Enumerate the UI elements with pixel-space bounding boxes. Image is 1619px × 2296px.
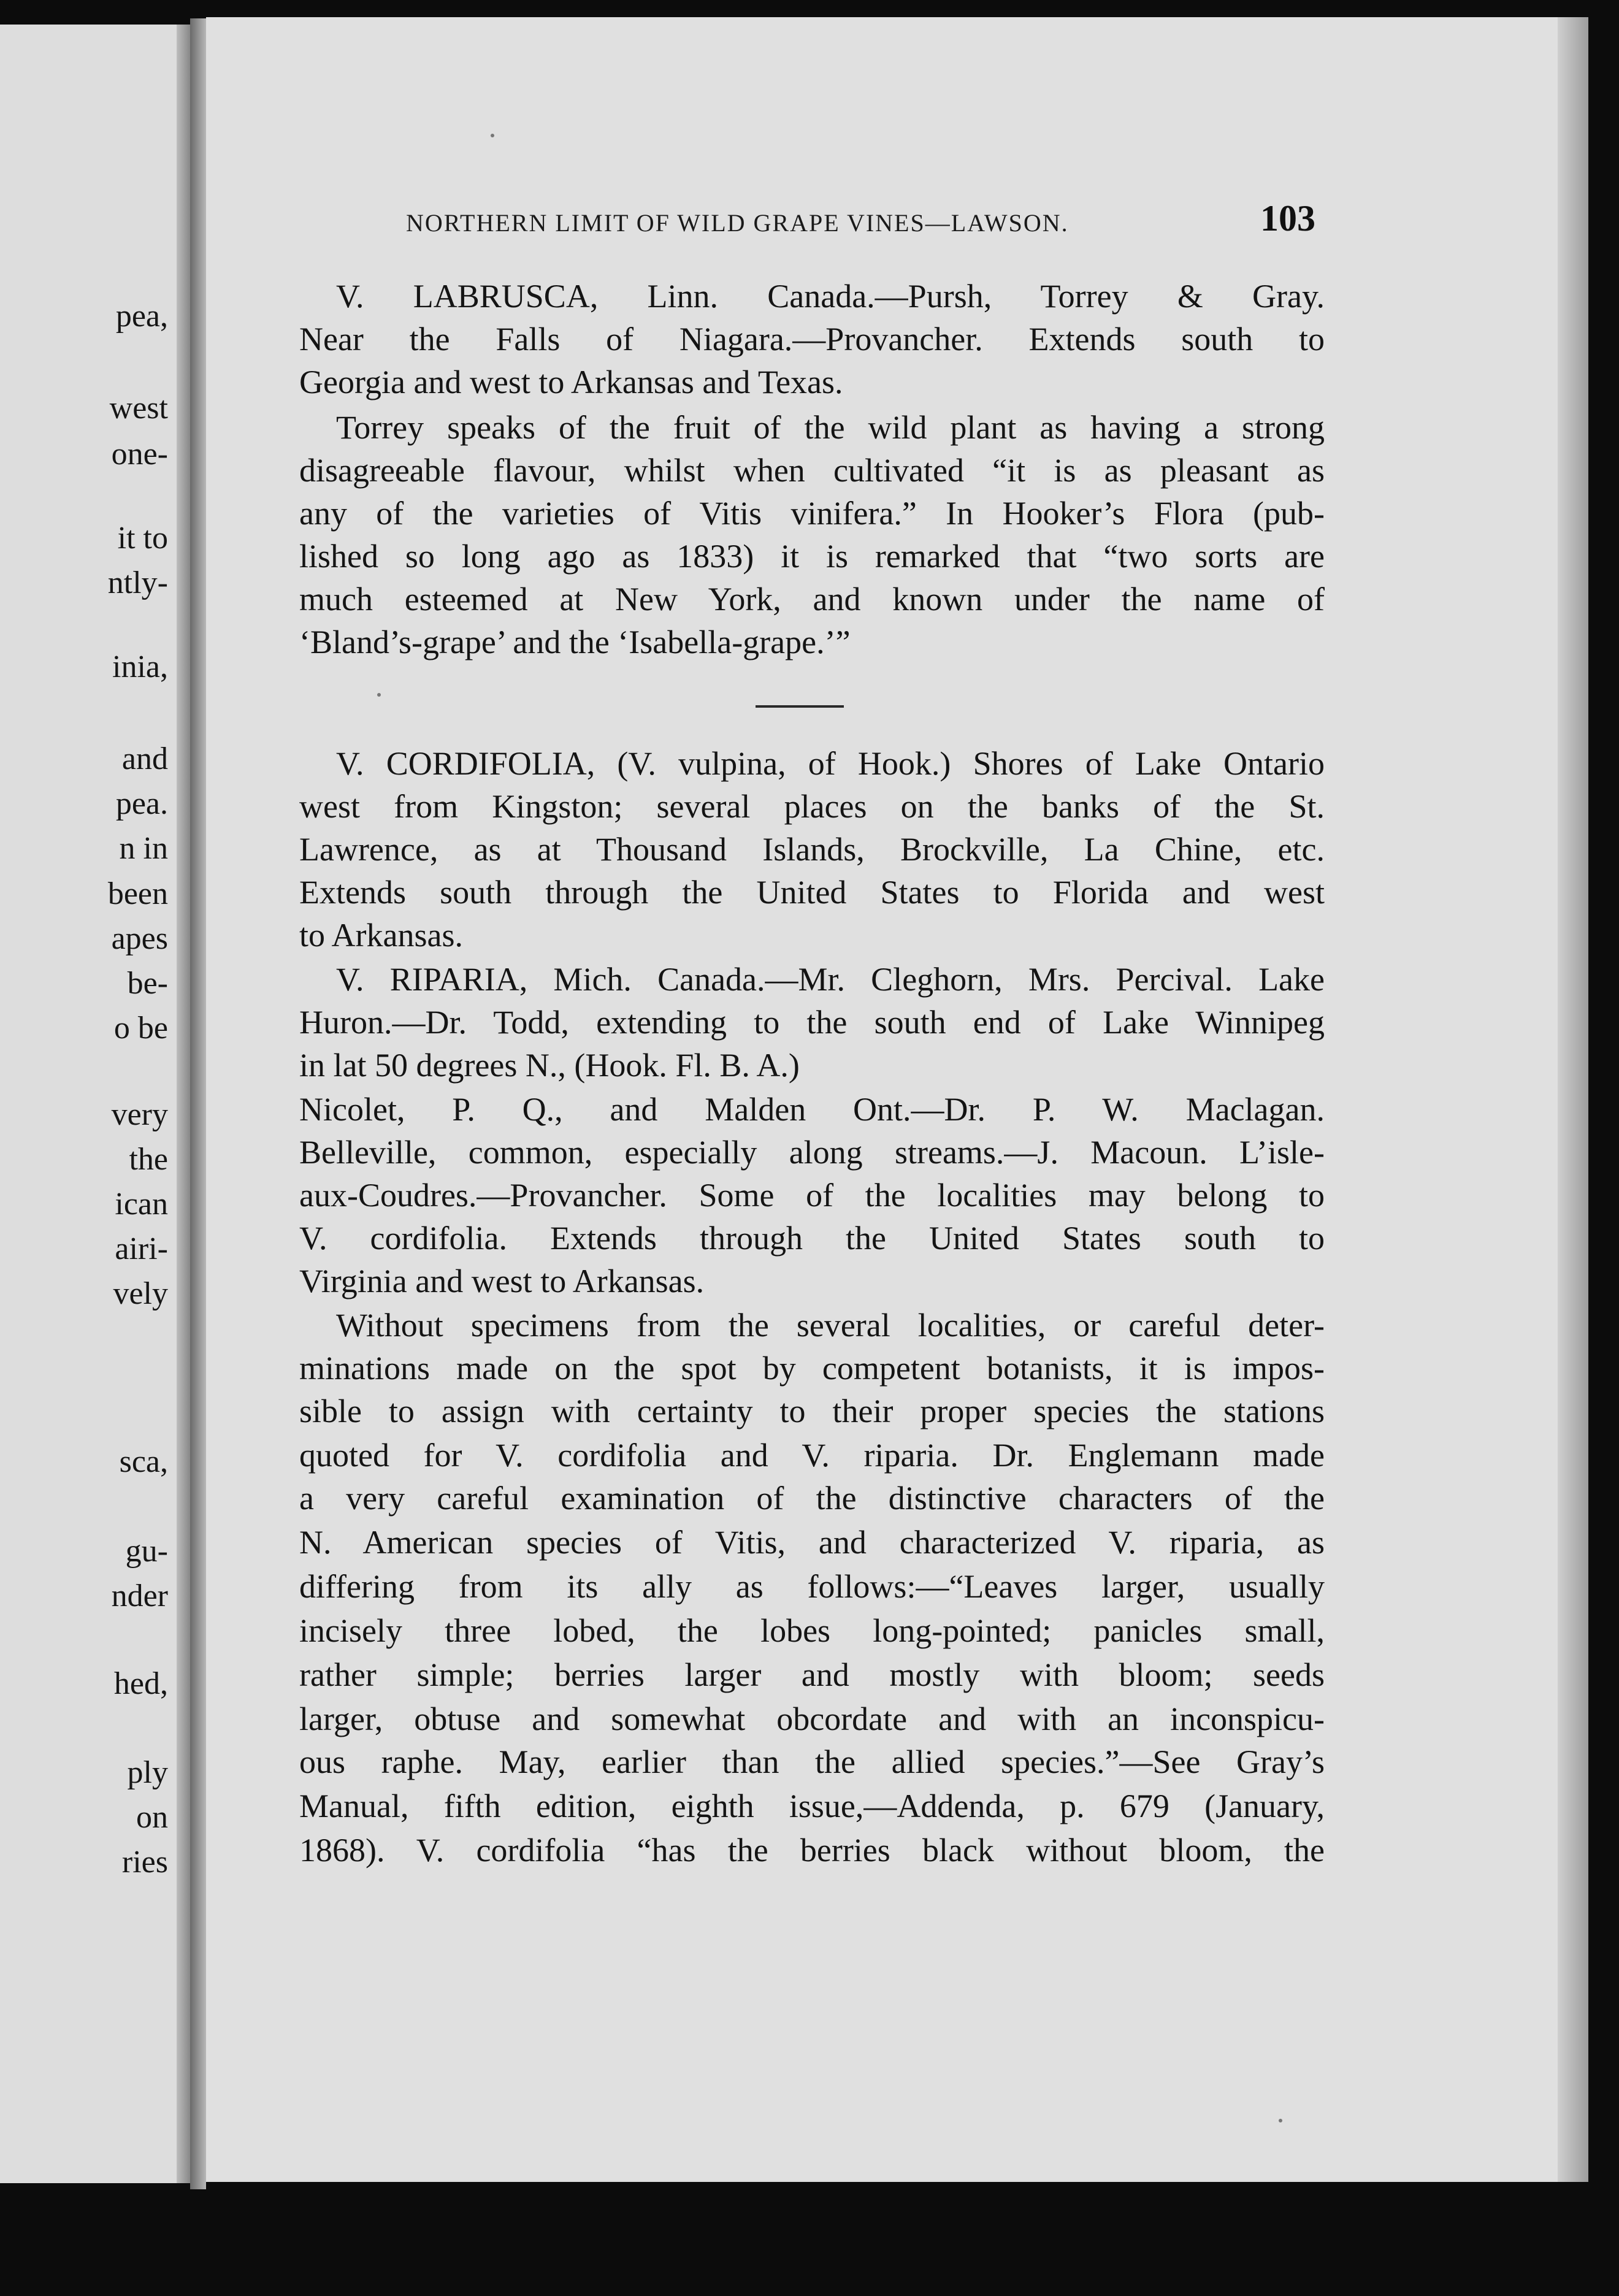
book-gutter — [190, 18, 206, 2189]
left-page-line-fragment: ply — [127, 1755, 168, 1790]
body-text-line: Georgia and west to Arkansas and Texas. — [299, 364, 843, 400]
body-text-line: sible to assign with certainty to their proper species the stations — [299, 1393, 1325, 1429]
left-page-line-fragment: airi- — [115, 1231, 168, 1266]
left-page-line-fragment: been — [107, 876, 168, 911]
page-number: 103 — [1260, 198, 1315, 239]
section-separator-rule — [756, 705, 844, 708]
body-text-line: west from Kingston; several places on the banks of the St. — [299, 788, 1325, 825]
left-page-line-fragment: inia, — [112, 649, 168, 684]
body-text-line: Torrey speaks of the fruit of the wild plant as having a strong — [336, 409, 1325, 446]
left-page-line-fragment: ican — [115, 1187, 168, 1222]
body-text-line: disagreeable flavour, whilst when cultivated “it is as pleasant as — [299, 452, 1325, 489]
body-text-line: differing from its ally as follows:—“Leaves larger, usually — [299, 1568, 1325, 1605]
body-text-line: in lat 50 degrees N., (Hook. Fl. B. A.) — [299, 1047, 800, 1084]
body-text-line: Near the Falls of Niagara.—Provancher. Extends south to — [299, 321, 1325, 358]
body-text-line: Belleville, common, especially along streams.—J. Macoun. L’isle- — [299, 1134, 1325, 1171]
left-page-line-fragment: ntly- — [107, 565, 168, 600]
paper-speck — [491, 134, 494, 137]
body-text-line: Without specimens from the several localities, or careful deter- — [336, 1307, 1325, 1344]
body-text-line: a very careful examination of the distinctive characters of the — [299, 1480, 1325, 1517]
body-text-line: ous raphe. May, earlier than the allied species.”—See Gray’s — [299, 1743, 1325, 1780]
body-text-line: minations made on the spot by competent botanists, it is impos- — [299, 1350, 1325, 1387]
left-page-line-fragment: be- — [127, 966, 168, 1001]
left-page-line-fragment: o be — [113, 1011, 168, 1046]
body-text-line: much esteemed at New York, and known under the name of — [299, 581, 1325, 618]
left-page-line-fragment: on — [136, 1800, 168, 1835]
body-text-line: incisely three lobed, the lobes long-pointed; panicles small, — [299, 1612, 1325, 1649]
body-text-line: Nicolet, P. Q., and Malden Ont.—Dr. P. W. Maclagan. — [299, 1091, 1325, 1128]
left-page-line-fragment: sca, — [119, 1444, 168, 1479]
left-page-line-fragment: it to — [117, 521, 168, 556]
left-page-line-fragment: pea, — [115, 299, 168, 334]
body-text-line: Extends south through the United States to Florida and west — [299, 874, 1325, 911]
left-page-line-fragment: hed, — [113, 1666, 168, 1701]
left-page-line-fragment: west — [109, 391, 168, 426]
left-page-line-fragment: very — [111, 1097, 168, 1132]
body-text-line: Manual, fifth edition, eighth issue,—Addenda, p. 679 (January, — [299, 1788, 1325, 1824]
body-text-line: N. American species of Vitis, and characterized V. riparia, as — [299, 1524, 1325, 1561]
body-text-line: ‘Bland’s-grape’ and the ‘Isabella-grape.’” — [299, 624, 851, 660]
paper-speck — [377, 693, 381, 697]
running-header: NORTHERN LIMIT OF WILD GRAPE VINES—LAWSON. — [406, 209, 1069, 237]
body-text-line: V. cordifolia. Extends through the United States south to — [299, 1220, 1325, 1257]
left-page-line-fragment: gu- — [125, 1534, 168, 1569]
left-page-edge — [177, 25, 190, 2183]
body-text-line: V. LABRUSCA, Linn. Canada.—Pursh, Torrey & Gray. — [336, 278, 1325, 315]
body-text-line: quoted for V. cordifolia and V. riparia. Dr. Englemann made — [299, 1437, 1325, 1474]
body-text-line: V. CORDIFOLIA, (V. vulpina, of Hook.) Shores of Lake Ontario — [336, 745, 1325, 782]
left-page-line-fragment: the — [129, 1142, 168, 1177]
left-page-line-fragment: vely — [113, 1276, 168, 1311]
left-page-line-fragment: and — [121, 741, 168, 776]
body-text-line: Virginia and west to Arkansas. — [299, 1263, 705, 1299]
left-page-line-fragment: pea. — [115, 786, 168, 821]
body-text-line: V. RIPARIA, Mich. Canada.—Mr. Cleghorn, Mrs. Percival. Lake — [336, 961, 1325, 998]
left-page-line-fragment: apes — [111, 921, 168, 956]
body-text-line: to Arkansas. — [299, 917, 463, 954]
body-text-line: lished so long ago as 1833) it is remarked that “two sorts are — [299, 538, 1325, 575]
body-text-line: Huron.—Dr. Todd, extending to the south end of Lake Winnipeg — [299, 1004, 1325, 1041]
left-page-line-fragment: n in — [119, 831, 168, 866]
left-page — [0, 25, 190, 2183]
body-text-line: rather simple; berries larger and mostly with bloom; seeds — [299, 1656, 1325, 1693]
left-page-line-fragment: ries — [121, 1845, 168, 1880]
right-page-edge — [1558, 17, 1588, 2182]
left-page-line-fragment: nder — [111, 1578, 168, 1613]
body-text-line: any of the varieties of Vitis vinifera.” In Hooker’s Flora (pub- — [299, 495, 1325, 532]
paper-speck — [1279, 2119, 1282, 2122]
body-text-line: larger, obtuse and somewhat obcordate and with an inconspicu- — [299, 1701, 1325, 1737]
body-text-line: 1868). V. cordifolia “has the berries black without bloom, the — [299, 1832, 1325, 1869]
body-text-line: aux-Coudres.—Provancher. Some of the localities may belong to — [299, 1177, 1325, 1214]
left-page-line-fragment: one- — [111, 437, 168, 472]
body-text-line: Lawrence, as at Thousand Islands, Brockville, La Chine, etc. — [299, 831, 1325, 868]
